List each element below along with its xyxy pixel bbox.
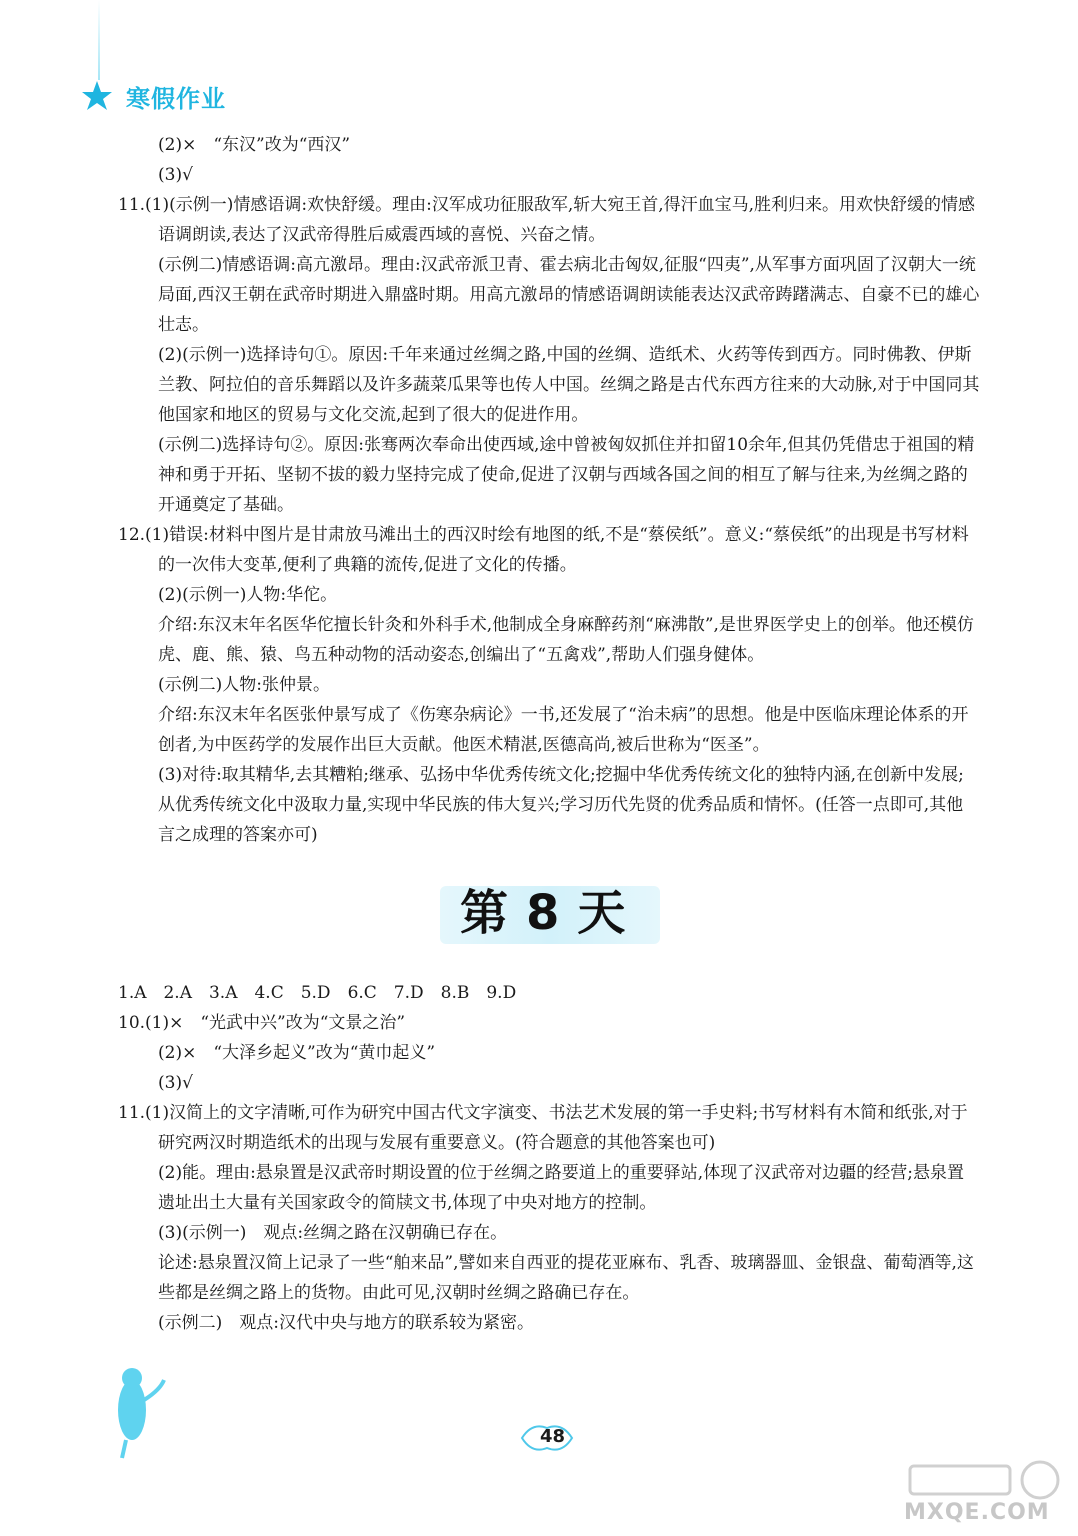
answer-line: 介绍:东汉末年名医华佗擅长针灸和外科手术,他制成全身麻醉药剂“麻沸散”,是世界医学史上的创举。他还模仿虎、鹿、熊、猿、鸟五种动物的活动姿态,创编出了“五禽戏”,帮助人们强身健体。 — [158, 615, 974, 665]
answer-line: (2)× “大泽乡起义”改为“黄巾起义” — [158, 1043, 436, 1063]
watermark-logo-icon — [900, 1460, 1070, 1500]
answers-section-day7 — [118, 130, 980, 850]
answer-line: (2)能。理由:悬泉置是汉武帝时期设置的位于丝绸之路要道上的重要驿站,体现了汉武帝对边疆的经营;悬泉置遗址出土大量有关国家政令的简牍文书,体现了中央对地方的控制。 — [158, 1163, 964, 1213]
answer-line: 11.(1)汉简上的文字清晰,可作为研究中国古代文字演变、书法艺术发展的第一手史料;书写材料有木简和纸张,对于研究两汉时期造纸术的出现与发展有重要意义。(符合题意的其他答案也可) — [118, 1103, 968, 1153]
answer-line: (示例二)选择诗句②。原因:张骞两次奉命出使西域,途中曾被匈奴抓住并扣留10余年,但其仍凭借忠于祖国的精神和勇于开拓、坚韧不拔的毅力坚持完成了使命,促进了汉朝与西域各国之间的相互了解与往来,为丝绸之路的开通奠定了基础。 — [158, 435, 975, 515]
answer-line: (2)(示例一)人物:华佗。 — [158, 585, 338, 605]
answer-line: (3)对待:取其精华,去其糟粕;继承、弘扬中华优秀传统文化;挖掘中华优秀传统文化的独特内涵,在创新中发展;从优秀传统文化中汲取力量,实现中华民族的伟大复兴;学习历代先贤的优秀品质和情怀。(任答一点即可,其他言之成理的答案亦可) — [158, 765, 964, 845]
day-banner — [440, 868, 680, 958]
answer-line: 11.(1)(示例一)情感语调:欢快舒缓。理由:汉军成功征服敌军,斩大宛王首,得汗血宝马,胜利归来。用欢快舒缓的情感语调朗读,表达了汉武帝得胜后威震西域的喜悦、兴奋之情。 — [118, 195, 976, 245]
answer-line: (2)(示例一)选择诗句①。原因:千年来通过丝绸之路,中国的丝绸、造纸术、火药等传到西方。同时佛教、伊斯兰教、阿拉伯的音乐舞蹈以及许多蔬菜瓜果等也传人中国。丝绸之路是古代东西方往来的大动脉,对于中国同其他国家和地区的贸易与文化交流,起到了很大的促进作用。 — [158, 345, 980, 425]
mascot-icon — [108, 1360, 168, 1460]
answer-line: (3)√ — [158, 1073, 193, 1093]
header-title: 寒假作业 — [126, 84, 226, 113]
answer-line: (示例二)人物:张仲景。 — [158, 675, 330, 695]
answer-line: (示例二)情感语调:高亢激昂。理由:汉武帝派卫青、霍去病北击匈奴,征服“四夷”,从军事方面巩固了汉朝大一统局面,西汉王朝在武帝时期进入鼎盛时期。用高亢激昂的情感语调朗读能表达汉武帝踌躇满志、自豪不已的雄心壮志。 — [158, 255, 980, 335]
answer-line: 10.(1)× “光武中兴”改为“文景之治” — [118, 1013, 406, 1033]
page-number: 48 — [540, 1426, 566, 1447]
day-title: 第8天 — [460, 885, 644, 941]
header-deco-line — [98, 0, 100, 80]
answer-line: (示例二) 观点:汉代中央与地方的联系较为紧密。 — [158, 1313, 534, 1333]
answer-line: (3)(示例一) 观点:丝绸之路在汉朝确已存在。 — [158, 1223, 508, 1243]
answer-line: 1.A 2.A 3.A 4.C 5.D 6.C 7.D 8.B 9.D — [118, 983, 517, 1003]
answer-line: (3)√ — [158, 165, 193, 185]
star-icon — [80, 79, 114, 113]
answer-line: 介绍:东汉末年名医张仲景写成了《伤寒杂病论》一书,还发展了“治未病”的思想。他是中医临床理论体系的开创者,为中医药学的发展作出巨大贡献。他医术精湛,医德高尚,被后世称为“医圣”。 — [158, 705, 969, 755]
answer-line: 12.(1)错误:材料中图片是甘肃放马滩出土的西汉时绘有地图的纸,不是“蔡侯纸”。意义:“蔡侯纸”的出现是书写材料的一次伟大变革,便利了典籍的流传,促进了文化的传播。 — [118, 525, 969, 575]
page-header — [80, 76, 226, 116]
watermark-text: MXQE.COM — [904, 1500, 1050, 1525]
answer-line: 论述:悬泉置汉简上记录了一些“舶来品”,譬如来自西亚的提花亚麻布、乳香、玻璃器皿、金银盘、葡萄酒等,这些都是丝绸之路上的货物。由此可见,汉朝时丝绸之路确已存在。 — [158, 1253, 974, 1303]
watermark — [900, 1460, 1070, 1530]
answer-line: (2)× “东汉”改为“西汉” — [158, 135, 351, 155]
page-number-badge — [512, 1418, 582, 1458]
answers-section-day8 — [118, 978, 980, 1338]
